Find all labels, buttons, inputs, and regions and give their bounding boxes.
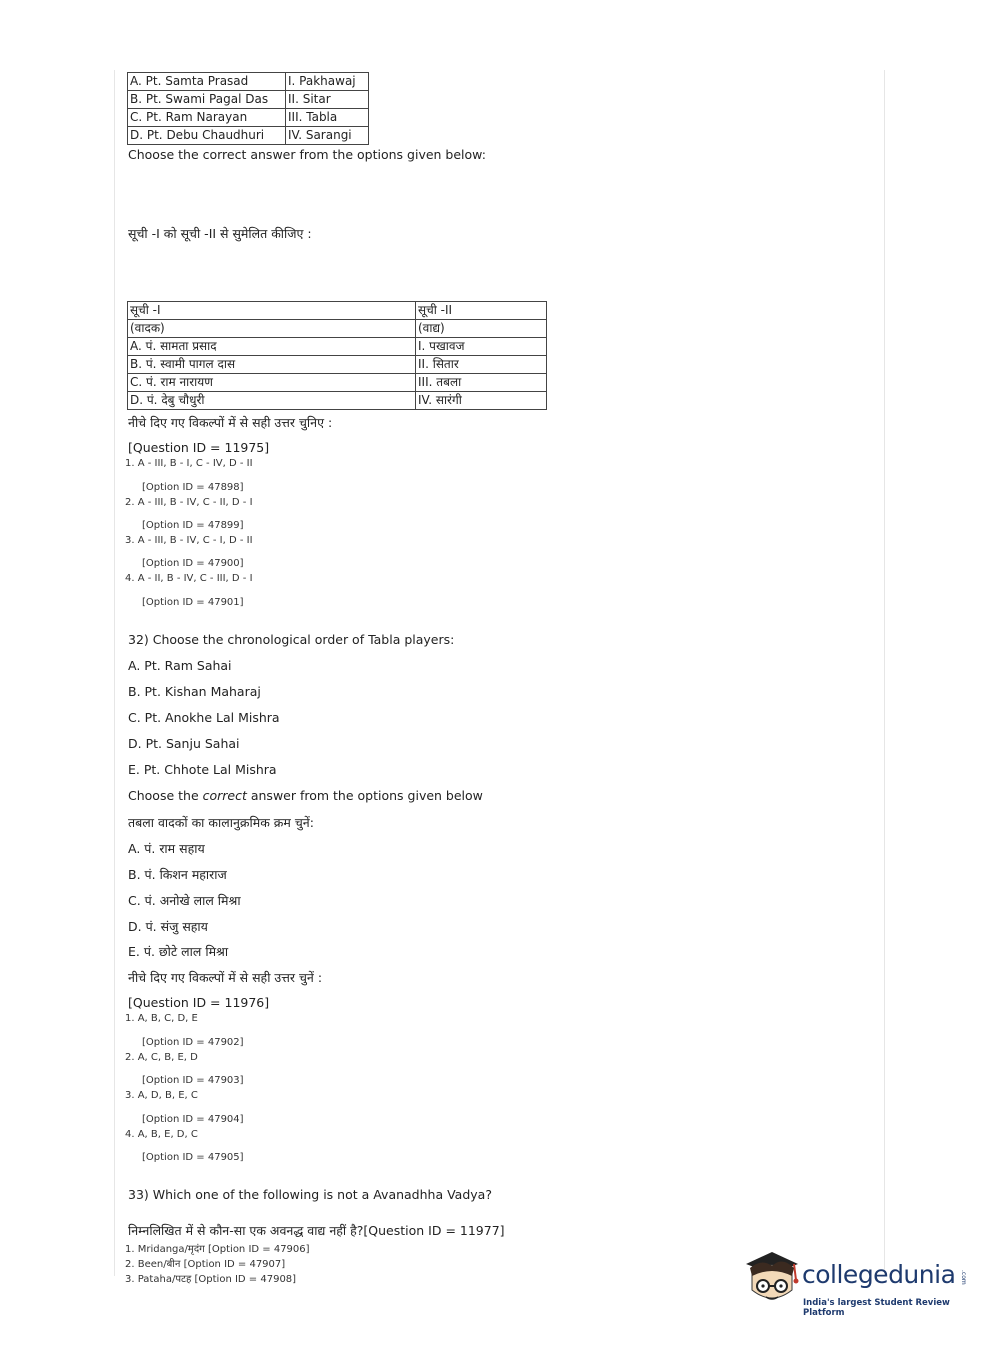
question-id: [Question ID = 11975] <box>128 440 270 455</box>
option-text: 2. A - III, B - IV, C - II, D - I <box>125 497 253 508</box>
table-row: D. Pt. Debu Chaudhuri IV. Sarangi <box>128 127 369 145</box>
left-margin-line <box>114 70 115 1276</box>
choose-answer-hi: नीचे दिए गए विकल्पों में से सही उत्तर चुनिए : <box>128 415 333 430</box>
option-text: 3. A - III, B - IV, C - I, D - II <box>125 535 253 546</box>
option-text: 3. Pataha/पटह [Option ID = 47908] <box>125 1274 297 1285</box>
collegedunia-logo <box>742 1250 972 1318</box>
question-32-title-hi: तबला वादकों का कालानुक्रमिक क्रम चुनें: <box>128 815 314 830</box>
list-item: D. Pt. Sanju Sahai <box>128 736 240 751</box>
choose-answer-en: Choose the correct answer from the options given below: <box>128 147 486 162</box>
option-text: 1. Mridanga/मृदंग [Option ID = 47906] <box>125 1244 310 1255</box>
list-item: C. Pt. Anokhe Lal Mishra <box>128 710 280 725</box>
option-text: 2. Been/बीन [Option ID = 47907] <box>125 1259 286 1270</box>
option-text: 4. A - II, B - IV, C - III, D - I <box>125 573 253 584</box>
table-row: A. पं. सामता प्रसाद I. पखावज <box>128 338 547 356</box>
table-row: C. पं. राम नारायण III. तबला <box>128 374 547 392</box>
list-item: A. Pt. Ram Sahai <box>128 658 232 673</box>
table-row: B. Pt. Swami Pagal Das II. Sitar <box>128 91 369 109</box>
match-instruction-hi: सूची -I को सूची -II से सुमेलित कीजिए : <box>128 226 312 241</box>
question-33-title: 33) Which one of the following is not a Avanadhha Vadya? <box>128 1187 492 1202</box>
mascot-icon <box>742 1250 802 1314</box>
match-table-english <box>127 72 369 145</box>
option-id: [Option ID = 47903] <box>142 1075 244 1086</box>
option-text: 1. A, B, C, D, E <box>125 1013 198 1024</box>
table-row: D. पं. देबु चौधुरी IV. सारंगी <box>128 392 547 410</box>
option-text: 3. A, D, B, E, C <box>125 1090 198 1101</box>
list-item: D. पं. संजु सहाय <box>128 919 208 934</box>
option-id: [Option ID = 47898] <box>142 482 244 493</box>
table-row: (वादक) (वाद्य) <box>128 320 547 338</box>
option-text: 4. A, B, E, D, C <box>125 1129 198 1140</box>
table-row: सूची -I सूची -II <box>128 302 547 320</box>
option-id: [Option ID = 47899] <box>142 520 244 531</box>
list-item: B. Pt. Kishan Maharaj <box>128 684 261 699</box>
right-margin-line <box>884 70 885 1276</box>
table-row: B. पं. स्वामी पागल दास II. सितार <box>128 356 547 374</box>
logo-com: .com <box>960 1270 967 1285</box>
option-id: [Option ID = 47904] <box>142 1114 244 1125</box>
question-id: [Question ID = 11976] <box>128 995 270 1010</box>
list-item: C. पं. अनोखे लाल मिश्रा <box>128 893 241 908</box>
option-id: [Option ID = 47900] <box>142 558 244 569</box>
option-text: 2. A, C, B, E, D <box>125 1052 198 1063</box>
question-32-title: 32) Choose the chronological order of Tabla players: <box>128 632 455 647</box>
list-item: B. पं. किशन महाराज <box>128 867 227 882</box>
option-text: 1. A - III, B - I, C - IV, D - II <box>125 458 253 469</box>
table-row: A. Pt. Samta Prasad I. Pakhawaj <box>128 73 369 91</box>
option-id: [Option ID = 47901] <box>142 597 244 608</box>
list-item: E. Pt. Chhote Lal Mishra <box>128 762 277 777</box>
option-id: [Option ID = 47902] <box>142 1037 244 1048</box>
choose-answer-en: Choose the correct answer from the options given below <box>128 788 483 803</box>
logo-name: collegedunia <box>802 1260 956 1289</box>
table-row: C. Pt. Ram Narayan III. Tabla <box>128 109 369 127</box>
logo-tagline: India's largest Student Review Platform <box>803 1298 950 1318</box>
list-item: A. पं. राम सहाय <box>128 841 205 856</box>
question-33-title-hi: निम्नलिखित में से कौन-सा एक अवनद्ध वाद्य नहीं है?[Question ID = 11977] <box>128 1223 505 1238</box>
list-item: E. पं. छोटे लाल मिश्रा <box>128 944 229 959</box>
choose-answer-hi: नीचे दिए गए विकल्पों में से सही उत्तर चुनें : <box>128 970 323 985</box>
option-id: [Option ID = 47905] <box>142 1152 244 1163</box>
match-table-hindi <box>127 301 547 410</box>
